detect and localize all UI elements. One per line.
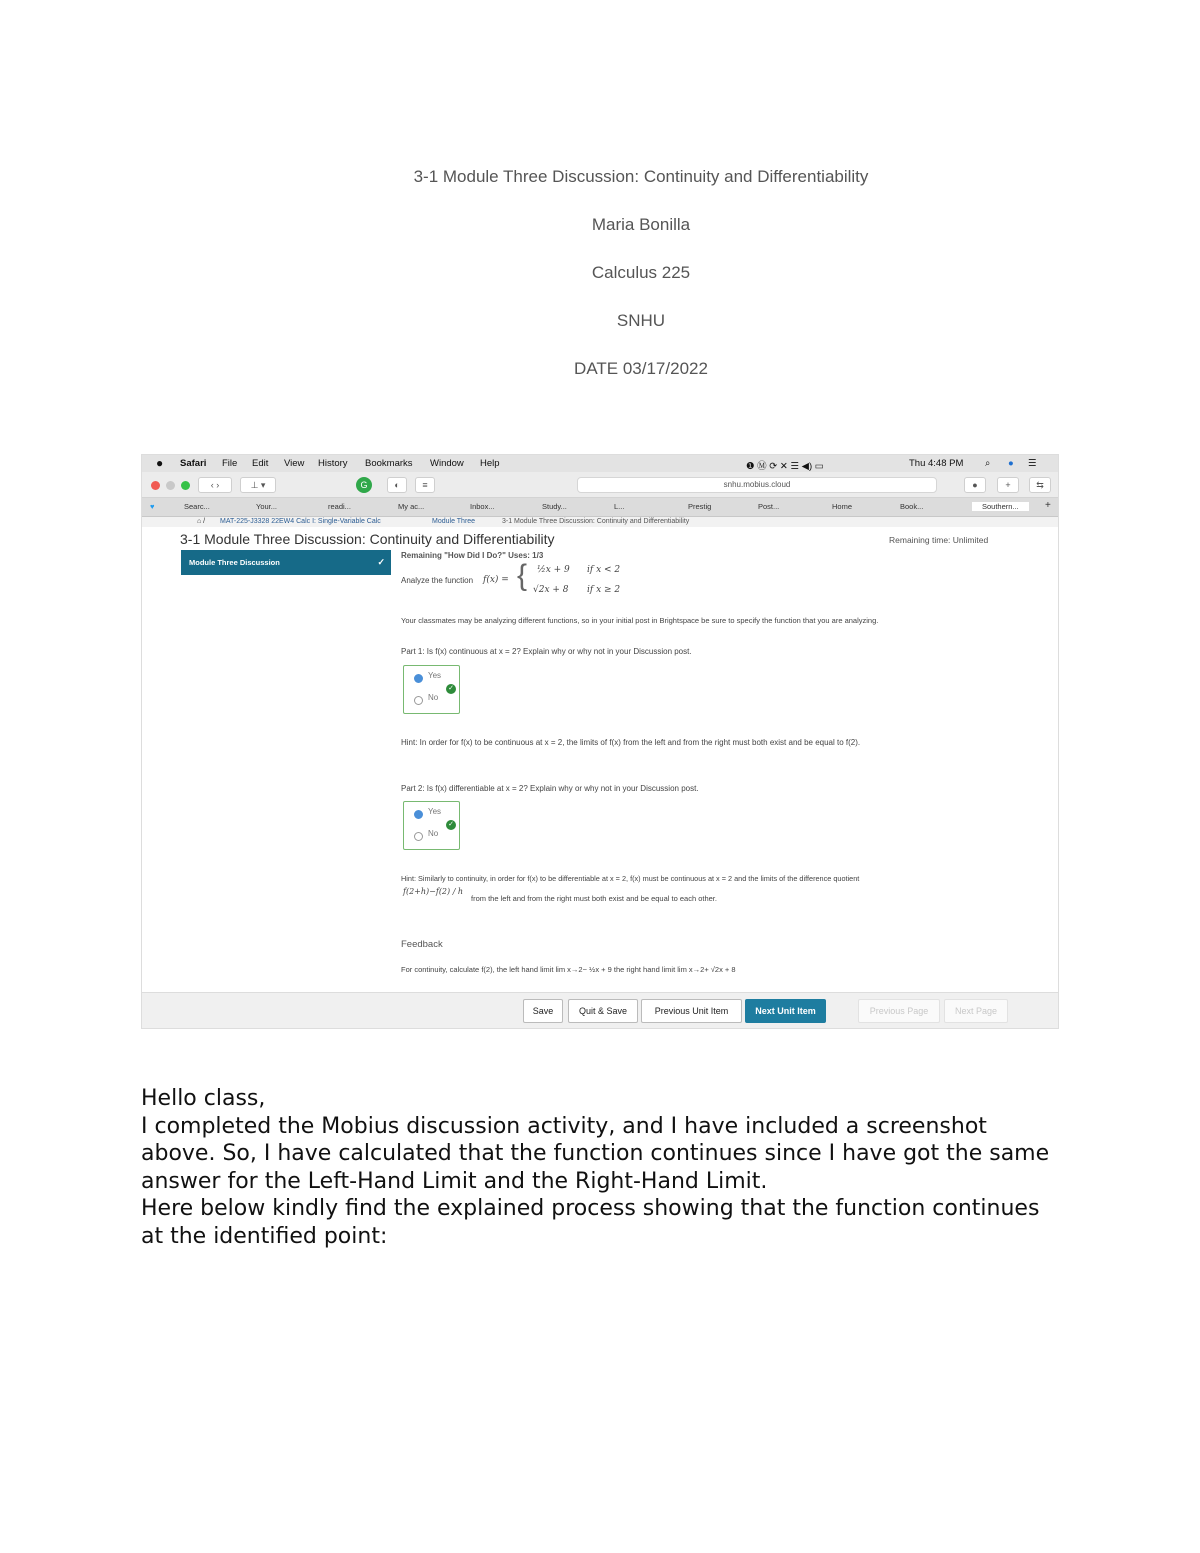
- classmates-note: Your classmates may be analyzing different functions, so in your initial post in Brightspace be sure to specify the function that you are analyzing.: [401, 616, 879, 625]
- part-2-question: Part 2: Is f(x) differentiable at x = 2? Explain why or why not in your Discussion post.: [401, 784, 699, 793]
- tab-3[interactable]: readi...: [328, 502, 351, 511]
- paragraph-2: Here below kindly find the explained process showing that the function continues at the identified point:: [141, 1196, 1040, 1249]
- correct-check-icon: ✓: [446, 820, 456, 830]
- hint-2-line-1: Hint: Similarly to continuity, in order for f(x) to be differentiable at x = 2, f(x) must be continuous at x = 2 and the limits of the difference quotient: [401, 874, 860, 883]
- tab-8[interactable]: Prestig: [688, 502, 712, 511]
- next-unit-button[interactable]: Next Unit Item: [745, 999, 826, 1023]
- part-2-no-label: No: [428, 829, 439, 838]
- document-title: 3-1 Module Three Discussion: Continuity and Differentiability: [413, 167, 869, 186]
- tab-10[interactable]: Home: [832, 502, 853, 511]
- previous-unit-button[interactable]: Previous Unit Item: [641, 999, 742, 1023]
- piece-2-condition: if x ≥ 2: [587, 585, 621, 595]
- apple-icon: ●: [156, 456, 164, 470]
- close-window-icon[interactable]: [151, 481, 160, 490]
- browser-tabs: [142, 498, 1058, 517]
- url-bar[interactable]: [577, 477, 937, 493]
- paragraph-1: I completed the Mobius discussion activity, and I have included a screenshot above. So, I have calculated that the function continues since I have got the same answer for the Left-Hand Limit and the Right-Hand Limit.: [141, 1113, 1050, 1194]
- part-1-no-label: No: [428, 693, 439, 702]
- privacy-icon[interactable]: ◐: [387, 477, 407, 493]
- tab-4[interactable]: My ac...: [398, 502, 425, 511]
- piece-2-expression: √2x + 8: [533, 585, 569, 595]
- status-icons: ❶ Ⓜ ⟳ ✕ ☰ ◀) ▭: [746, 461, 824, 472]
- menu-help[interactable]: Help: [480, 458, 500, 469]
- menu-view[interactable]: View: [284, 458, 305, 469]
- piece-1-condition: if x < 2: [587, 565, 621, 575]
- part-1-question: Part 1: Is f(x) continuous at x = 2? Explain why or why not in your Discussion post.: [401, 647, 692, 656]
- part-2-answer-box: [403, 801, 460, 850]
- tab-12-active[interactable]: Southern...: [972, 502, 1029, 511]
- menu-bookmarks[interactable]: Bookmarks: [365, 458, 413, 469]
- school-name: SNHU: [616, 311, 666, 330]
- next-page-button[interactable]: Next Page: [944, 999, 1008, 1023]
- tab-11[interactable]: Book...: [900, 502, 924, 511]
- breadcrumb-module[interactable]: Module Three: [432, 518, 476, 525]
- part-1-yes-radio[interactable]: [414, 674, 423, 683]
- tab-5[interactable]: Inbox...: [470, 502, 495, 511]
- part-1-yes-label: Yes: [428, 671, 442, 680]
- tab-7[interactable]: L...: [614, 502, 625, 511]
- minimize-window-icon[interactable]: [166, 481, 175, 490]
- function-lhs: f(x) =: [483, 575, 509, 585]
- piece-1-expression: ½x + 9: [537, 565, 570, 575]
- back-forward-buttons[interactable]: ‹ ›: [198, 477, 232, 493]
- share-icon[interactable]: ⊥ ▾: [240, 477, 276, 493]
- menu-file[interactable]: File: [222, 458, 238, 469]
- menu-edit[interactable]: Edit: [252, 458, 269, 469]
- url-text: snhu.mobius.cloud: [723, 480, 791, 489]
- discussion-post-body: [141, 1085, 1061, 1250]
- remaining-time: Remaining time: Unlimited: [889, 535, 989, 545]
- search-icon[interactable]: ⌕: [985, 458, 991, 469]
- difference-quotient: f(2+h)−f(2) / h: [403, 887, 464, 896]
- extension-icon[interactable]: ●: [964, 477, 986, 493]
- home-icon[interactable]: ⌂ /: [197, 518, 206, 525]
- breadcrumb-current: 3-1 Module Three Discussion: Continuity and Differentiability: [502, 518, 690, 525]
- reader-icon[interactable]: ≡: [415, 477, 435, 493]
- part-1-no-radio[interactable]: [414, 696, 423, 705]
- breadcrumb-course[interactable]: MAT-225-J3328 22EW4 Calc I: Single-Variable Calc: [220, 518, 381, 525]
- feedback-text: For continuity, calculate f(2), the left hand limit lim x→2− ½x + 9 the right hand limit lim x→2+ √2x + 8: [401, 965, 736, 974]
- part-2-yes-radio[interactable]: [414, 810, 423, 819]
- add-tab-icon[interactable]: +: [1045, 500, 1051, 511]
- feedback-heading: Feedback: [401, 939, 443, 950]
- tab-1[interactable]: Searc...: [184, 502, 210, 511]
- part-1-answer-box: [403, 665, 460, 714]
- quit-save-button[interactable]: Quit & Save: [568, 999, 638, 1023]
- previous-page-button[interactable]: Previous Page: [858, 999, 940, 1023]
- mac-menubar: [142, 455, 1058, 472]
- tab-2[interactable]: Your...: [256, 502, 277, 511]
- sidebar-item-label: Module Three Discussion: [189, 558, 280, 567]
- date-line: DATE 03/17/2022: [574, 359, 708, 378]
- grammarly-icon[interactable]: G: [356, 477, 372, 493]
- checkmark-icon: ✓: [377, 557, 385, 567]
- embedded-screenshot: [141, 454, 1059, 1029]
- sidebar-item-module-discussion[interactable]: [181, 550, 391, 575]
- part-2-no-radio[interactable]: [414, 832, 423, 841]
- new-tab-icon[interactable]: +: [997, 477, 1019, 493]
- tab-overview-icon[interactable]: ⇆: [1029, 477, 1051, 493]
- page-title: 3-1 Module Three Discussion: Continuity and Differentiability: [180, 531, 555, 547]
- hint-2-line-2: from the left and from the right must both exist and be equal to each other.: [471, 894, 717, 903]
- menubar-clock: Thu 4:48 PM: [909, 458, 964, 469]
- siri-icon[interactable]: ●: [1008, 458, 1014, 469]
- greeting: Hello class,: [141, 1086, 266, 1111]
- analyze-label: Analyze the function: [401, 576, 474, 585]
- course-name: Calculus 225: [591, 263, 691, 282]
- piecewise-brace: {: [517, 559, 528, 592]
- menu-safari[interactable]: Safari: [180, 458, 207, 469]
- control-center-icon[interactable]: ☰: [1028, 458, 1037, 469]
- fullscreen-window-icon[interactable]: [181, 481, 190, 490]
- correct-check-icon: ✓: [446, 684, 456, 694]
- remaining-uses: Remaining "How Did I Do?" Uses: 1/3: [401, 551, 544, 560]
- twitter-icon[interactable]: ♥: [150, 502, 155, 511]
- hint-1: Hint: In order for f(x) to be continuous at x = 2, the limits of f(x) from the left and from the right must both exist and be equal to f(2).: [401, 738, 861, 747]
- menu-window[interactable]: Window: [430, 458, 464, 469]
- tab-6[interactable]: Study...: [542, 502, 567, 511]
- save-button[interactable]: Save: [523, 999, 563, 1023]
- breadcrumb: [142, 517, 1058, 527]
- browser-toolbar: [142, 472, 1058, 498]
- part-2-yes-label: Yes: [428, 807, 442, 816]
- author-name: Maria Bonilla: [591, 215, 691, 234]
- tab-9[interactable]: Post...: [758, 502, 780, 511]
- menu-history[interactable]: History: [318, 458, 348, 469]
- bottom-nav-bar: [142, 992, 1058, 1029]
